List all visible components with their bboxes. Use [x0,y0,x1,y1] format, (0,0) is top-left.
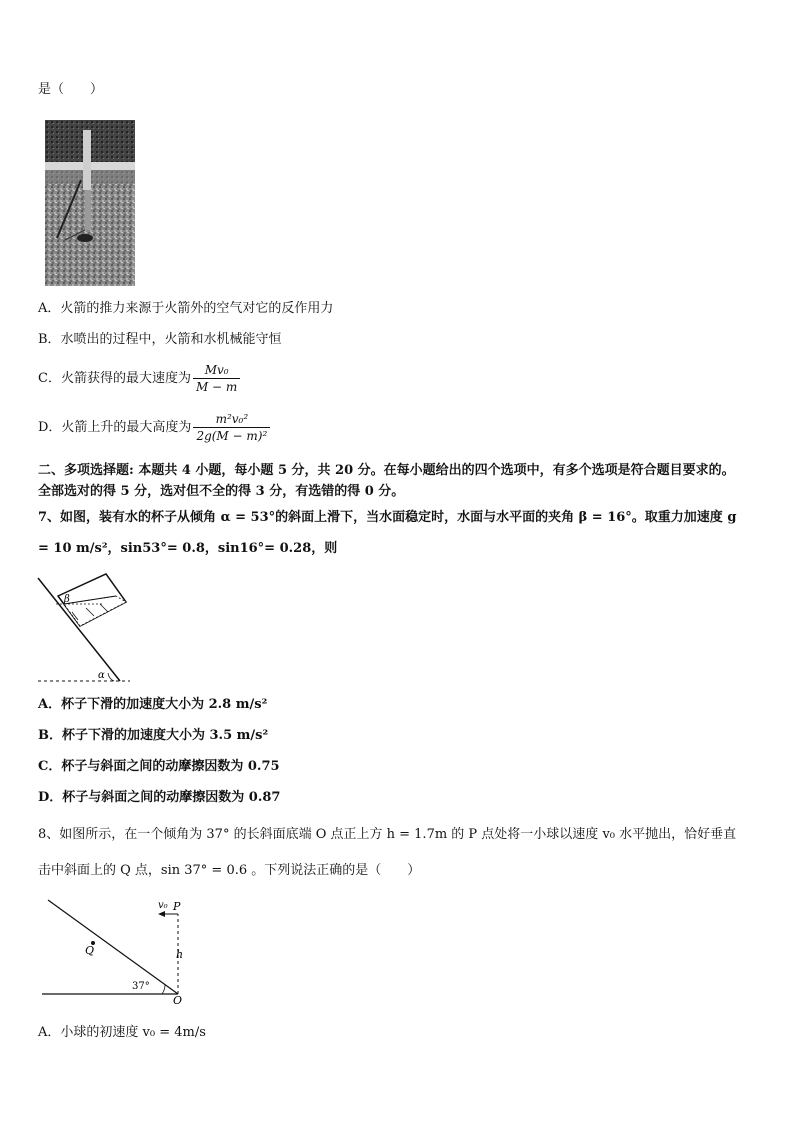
q8-figure-h-label: h [176,948,184,961]
q7-option-c[interactable]: C．杯子与斜面之间的动摩擦因数为 0.75 [38,759,280,774]
q7-stem-line2: = 10 m/s²，sin53°= 0.8，sin16°= 0.28，则 [38,541,338,556]
q8-figure-p-label: P [173,900,181,913]
q6-option-d-fraction [193,411,270,444]
q7-option-b[interactable]: B．杯子下滑的加速度大小为 3.5 m/s² [38,728,269,743]
fraction-denominator: M − m [195,380,238,394]
q7-stem-line1: 7、如图，装有水的杯子从倾角 α = 53°的斜面上滑下，当水面稳定时，水面与水平面的夹角 β = 16°。取重力加速度 g [38,510,737,525]
q6-option-c[interactable] [38,362,240,396]
q6-option-d[interactable] [38,410,270,446]
fraction-numerator: Mv₀ [193,362,240,379]
section2-header-line1: 二、多项选择题: 本题共 4 小题，每小题 5 分，共 20 分。在每小题给出的四个选项中，有多个选项是符合题目要求的。 [38,463,735,478]
water-rocket-photo [45,120,135,286]
q7-figure-alpha-label: α [98,670,105,681]
q7-option-d[interactable]: D．杯子与斜面之间的动摩擦因数为 0.87 [38,790,281,805]
q8-stem-line2: 击中斜面上的 Q 点，sin 37° = 0.6 。下列说法正确的是（ ） [38,863,421,878]
q8-figure-o-label: O [173,994,183,1006]
fraction-denominator: 2g(M − m)² [196,429,268,443]
section2-header-line2: 全部选对的得 5 分，选对但不全的得 3 分，有选错的得 0 分。 [38,484,405,499]
q6-option-c-fraction [193,362,240,395]
q8-figure-q-label: Q [85,944,95,957]
q6-option-b[interactable]: B．水喷出的过程中，火箭和水机械能守恒 [38,332,282,347]
q7-option-a[interactable]: A．杯子下滑的加速度大小为 2.8 m/s² [38,697,268,712]
q7-incline-cup-figure [36,572,136,684]
q6-stem-tail: 是（ ） [38,82,104,97]
q8-projectile-figure [40,896,200,1006]
fraction-numerator: m²v₀² [193,411,270,428]
q8-figure-v0-label: v₀ [158,900,168,911]
q6-option-d-label: D．火箭上升的最大高度为 [38,420,192,435]
q8-stem-line1: 8、如图所示，在一个倾角为 37° 的长斜面底端 O 点正上方 h = 1.7m 的 P 点处将一小球以速度 v₀ 水平抛出，恰好垂直 [38,827,737,842]
q8-option-a[interactable]: A．小球的初速度 v₀ = 4m/s [38,1025,206,1040]
q6-option-a[interactable]: A．火箭的推力来源于火箭外的空气对它的反作用力 [38,301,334,316]
q7-figure-beta-label: β [64,594,70,605]
q8-figure-angle-label: 37° [132,981,150,992]
q6-option-c-label: C．火箭获得的最大速度为 [38,371,191,386]
